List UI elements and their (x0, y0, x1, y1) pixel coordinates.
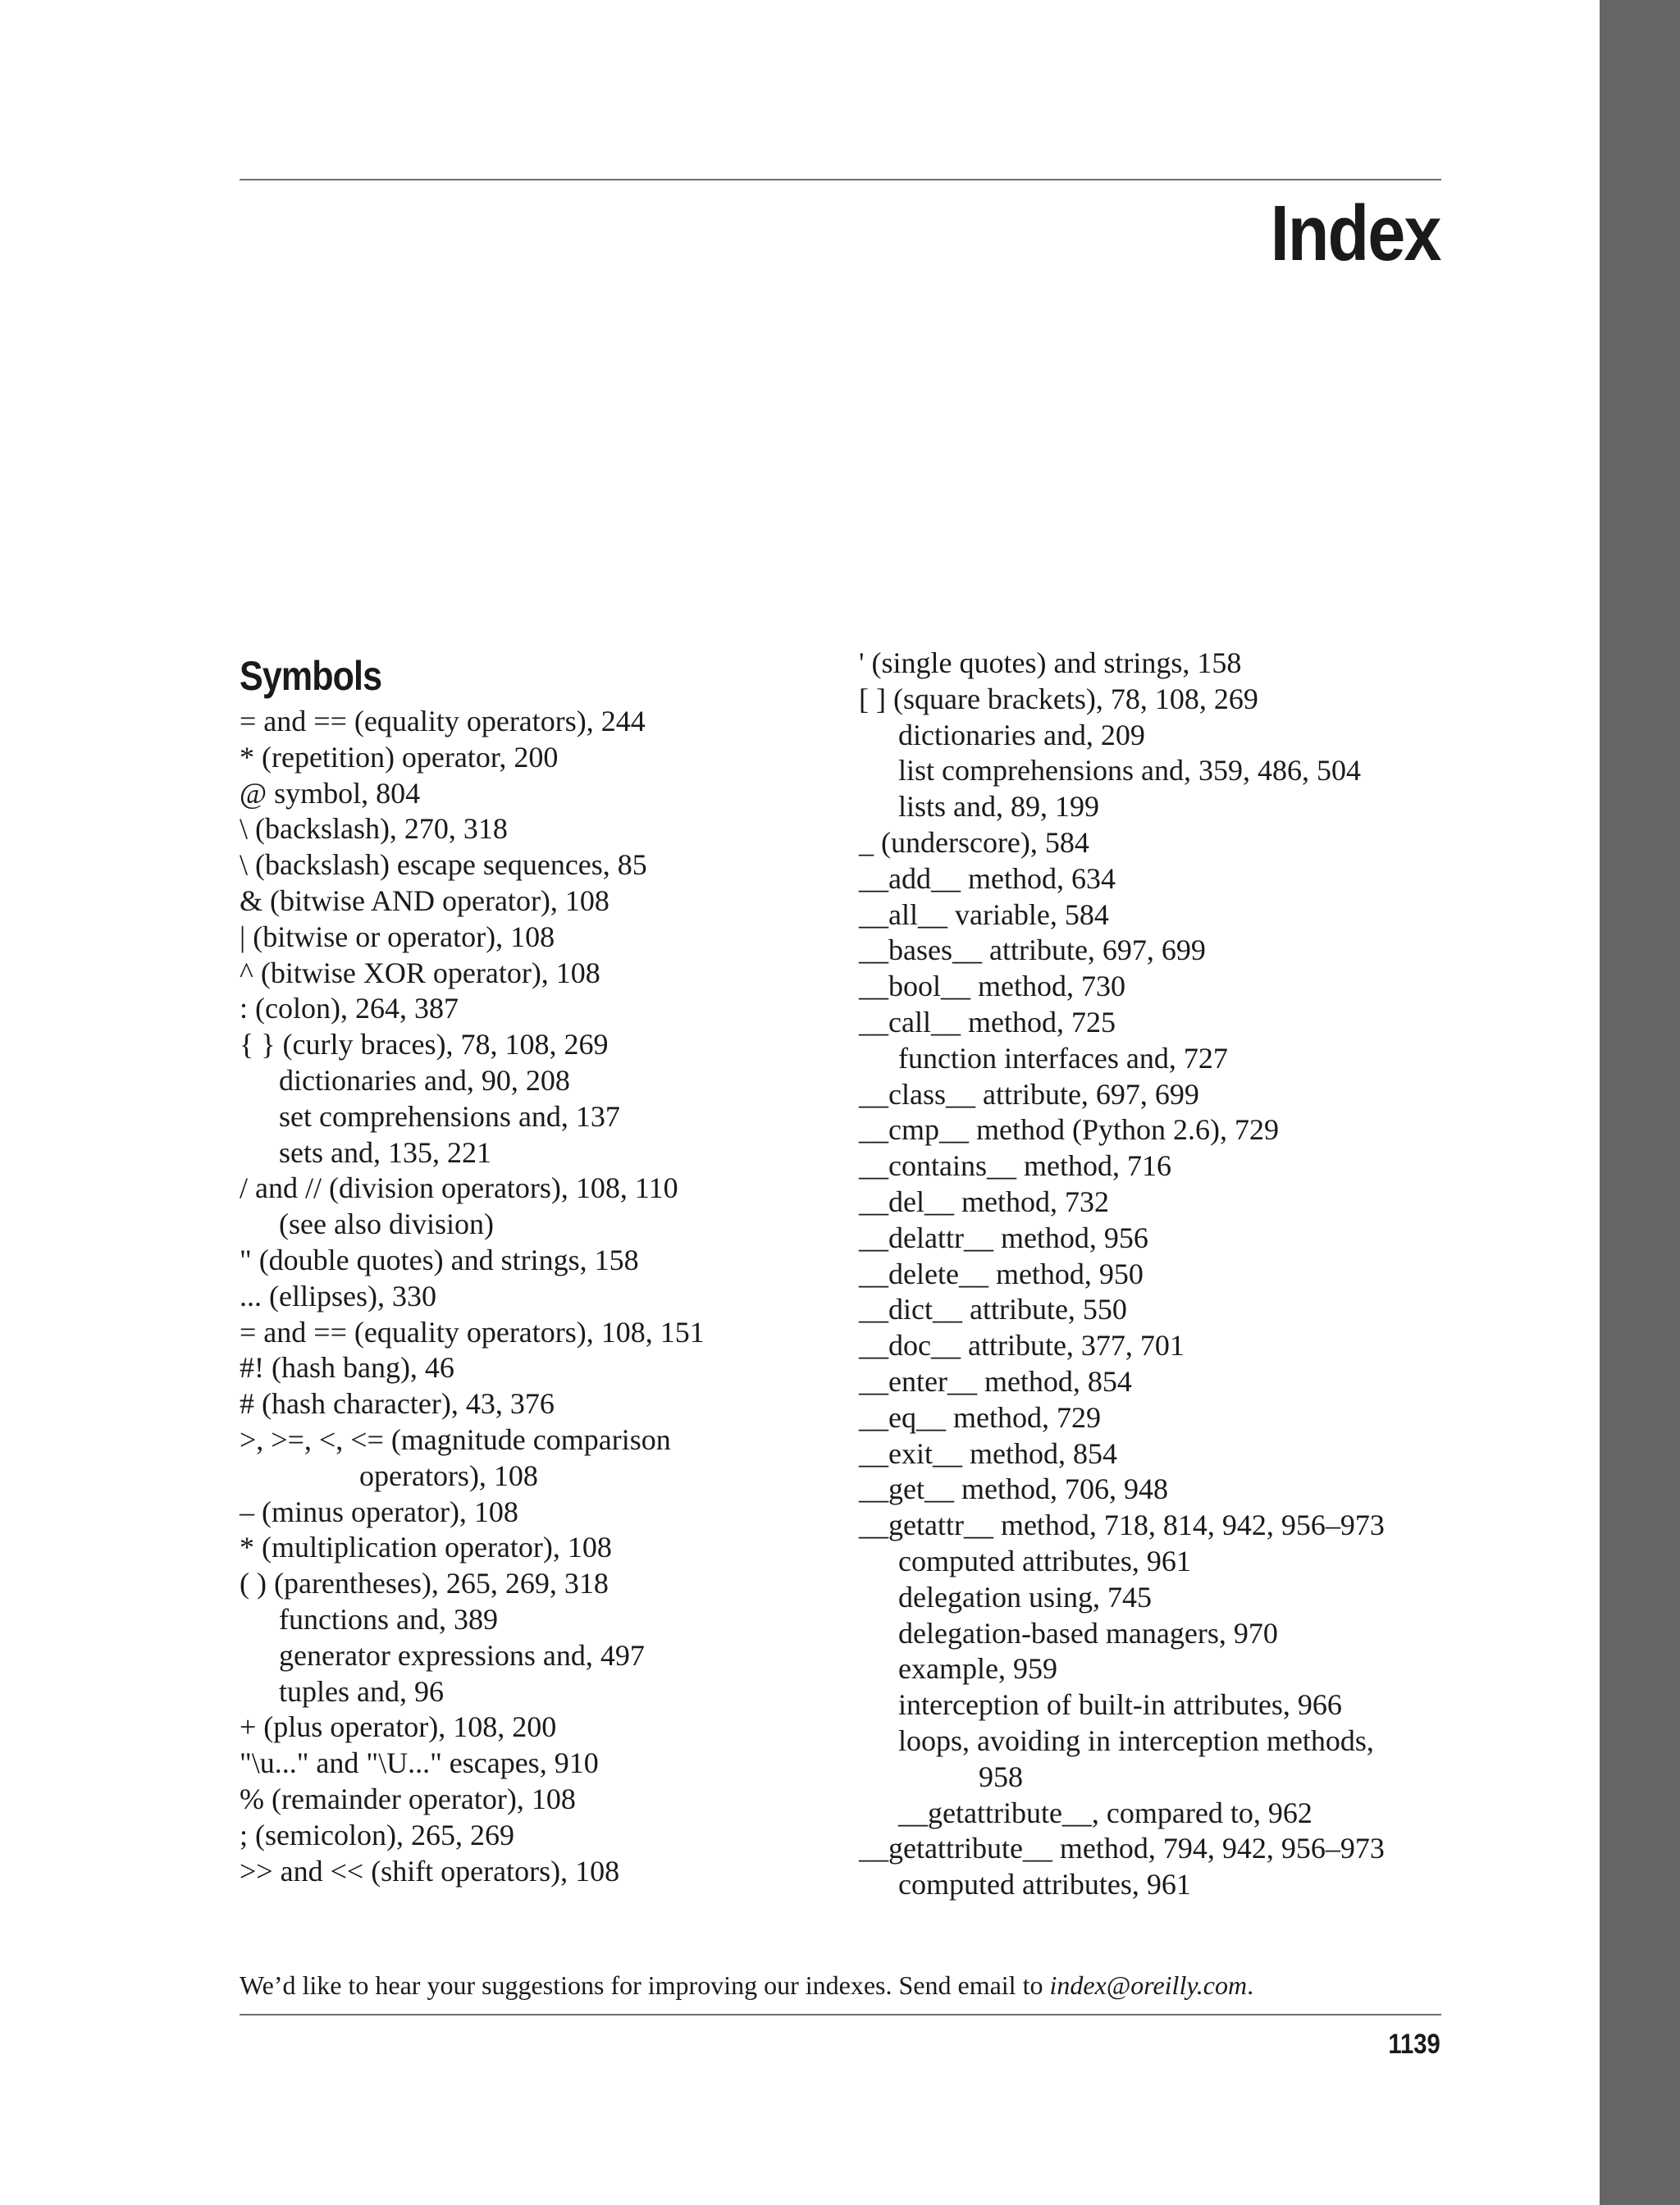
index-entry: __del__ method, 732 (859, 1185, 1109, 1218)
index-entry: [ ] (square brackets), 78, 108, 269 (859, 682, 1258, 715)
index-entry: : (colon), 264, 387 (240, 992, 459, 1025)
index-entry: \ (backslash) escape sequences, 85 (240, 848, 647, 882)
index-entry: __delattr__ method, 956 (859, 1221, 1148, 1254)
index-entry: __getattr__ method, 718, 814, 942, 956–973 (859, 1509, 1385, 1542)
index-subentry: 958 (979, 1760, 1023, 1793)
index-entry: __bool__ method, 730 (859, 970, 1125, 1003)
section-heading-symbols: Symbols (240, 653, 382, 699)
feedback-text: We’d like to hear your suggestions for improving our indexes. Send email to (240, 1970, 1050, 2000)
index-entry: ( ) (parentheses), 265, 269, 318 (240, 1567, 609, 1600)
index-subentry: __getattribute__, compared to, 962 (898, 1796, 1312, 1829)
index-entry: % (remainder operator), 108 (240, 1782, 576, 1815)
index-entry: + (plus operator), 108, 200 (240, 1710, 557, 1744)
index-entry: ' (single quotes) and strings, 158 (859, 646, 1242, 679)
index-entry: __exit__ method, 854 (859, 1436, 1117, 1470)
index-subentry: dictionaries and, 90, 208 (279, 1063, 570, 1097)
index-entry: ^ (bitwise XOR operator), 108 (240, 956, 600, 989)
index-entry: >, >=, <, <= (magnitude comparison (240, 1422, 671, 1456)
index-entry: { } (curly braces), 78, 108, 269 (240, 1028, 609, 1061)
index-subentry: functions and, 389 (279, 1602, 498, 1636)
index-entry: \ (backslash), 270, 318 (240, 812, 508, 846)
index-subentry: delegation using, 745 (898, 1580, 1152, 1614)
index-subentry: lists and, 89, 199 (898, 790, 1100, 824)
index-entries-right (859, 646, 1449, 1903)
index-entry: – (minus operator), 108 (240, 1495, 518, 1528)
page-number: 1139 (1388, 2029, 1440, 2060)
index-entry: __cmp__ method (Python 2.6), 729 (859, 1113, 1279, 1147)
page-title: Index (1270, 189, 1440, 277)
index-subentry: example, 959 (898, 1652, 1057, 1686)
index-entry: & (bitwise AND operator), 108 (240, 883, 609, 917)
feedback-end: . (1247, 1970, 1254, 2000)
index-entry: #! (hash bang), 46 (240, 1351, 454, 1385)
index-subentry: operators), 108 (359, 1459, 538, 1492)
index-entry: __add__ method, 634 (859, 861, 1116, 895)
index-subentry: delegation-based managers, 970 (898, 1616, 1278, 1650)
index-entry: = and == (equality operators), 244 (240, 705, 646, 737)
index-entry: __delete__ method, 950 (859, 1257, 1144, 1290)
index-subentry: list comprehensions and, 359, 486, 504 (898, 754, 1361, 788)
index-entry: # (hash character), 43, 376 (240, 1387, 555, 1421)
index-subentry: loops, avoiding in interception methods, (898, 1723, 1374, 1757)
index-entry: / and // (division operators), 108, 110 (240, 1171, 678, 1205)
index-subentry: function interfaces and, 727 (898, 1041, 1228, 1075)
index-entry: __doc__ attribute, 377, 701 (859, 1329, 1185, 1363)
index-entry: __enter__ method, 854 (859, 1364, 1132, 1398)
index-subentry: sets and, 135, 221 (279, 1135, 491, 1169)
index-entry: " (double quotes) and strings, 158 (240, 1243, 639, 1276)
index-entry: "\u..." and "\U..." escapes, 910 (240, 1746, 599, 1780)
index-subentry: computed attributes, 961 (898, 1544, 1191, 1577)
index-entry: ... (ellipses), 330 (240, 1279, 436, 1312)
index-entry: @ symbol, 804 (240, 776, 421, 810)
top-rule (240, 179, 1441, 180)
index-subentry: interception of built-in attributes, 966 (898, 1688, 1342, 1722)
index-entry: __class__ attribute, 697, 699 (859, 1077, 1199, 1111)
index-entry: __contains__ method, 716 (859, 1149, 1171, 1183)
index-entry: _ (underscore), 584 (859, 825, 1089, 859)
index-entry: * (multiplication operator), 108 (240, 1531, 612, 1564)
index-subentry: set comprehensions and, 137 (279, 1099, 620, 1133)
index-subentry: dictionaries and, 209 (898, 718, 1145, 751)
index-entry: __getattribute__ method, 794, 942, 956–973 (859, 1832, 1385, 1865)
index-entry: >> and << (shift operators), 108 (240, 1854, 620, 1888)
index-entries-left (240, 704, 814, 1889)
index-entry: __bases__ attribute, 697, 699 (859, 934, 1206, 967)
index-column-left (240, 648, 814, 1889)
index-column-right (859, 646, 1449, 1903)
index-subentry: tuples and, 96 (279, 1674, 444, 1708)
index-entry: __call__ method, 725 (859, 1005, 1116, 1039)
page-edge-bar (1600, 0, 1680, 2205)
index-subentry: computed attributes, 961 (898, 1868, 1191, 1901)
index-entry: __eq__ method, 729 (859, 1400, 1101, 1434)
index-entry: ; (semicolon), 265, 269 (240, 1818, 514, 1851)
index-feedback-note (240, 1967, 1253, 2003)
index-entry: __get__ method, 706, 948 (859, 1472, 1168, 1506)
index-entry: | (bitwise or operator), 108 (240, 920, 555, 953)
bottom-rule (240, 2014, 1441, 2016)
feedback-email-link[interactable]: index@oreilly.com (1049, 1970, 1248, 2000)
index-entry: __all__ variable, 584 (859, 897, 1109, 931)
index-entry: __dict__ attribute, 550 (859, 1293, 1127, 1326)
index-subentry: (see also division) (279, 1208, 494, 1241)
index-entry: * (repetition) operator, 200 (240, 740, 559, 774)
index-entry: = and == (equality operators), 108, 151 (240, 1315, 705, 1349)
index-subentry: generator expressions and, 497 (279, 1638, 645, 1672)
